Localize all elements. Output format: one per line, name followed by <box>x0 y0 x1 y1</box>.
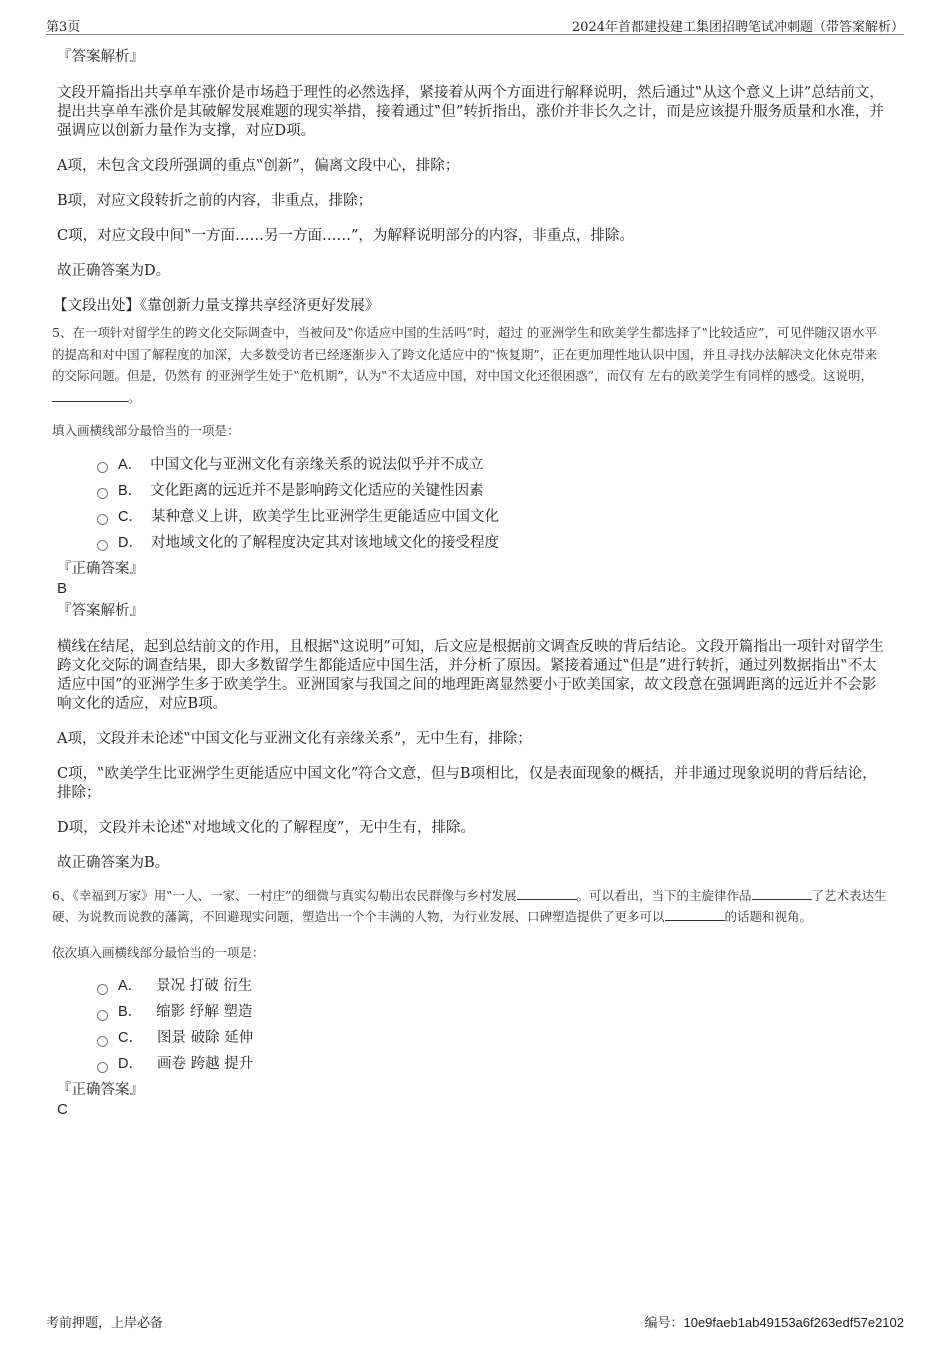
radio-button[interactable] <box>97 1010 108 1021</box>
analysis-option-d: D项，文段并未论述‟对地域文化的了解程度”，无中生有，排除。 <box>57 819 475 836</box>
analysis-heading: 『答案解析』 <box>57 602 144 619</box>
option-a[interactable] <box>97 973 887 999</box>
option-text: 中国文化与亚洲文化有亲缘关系的说法似乎并不成立 <box>150 456 484 473</box>
option-d[interactable] <box>97 530 887 556</box>
document-title: 2024年首都建投建工集团招聘笔试冲刺题（带答案解析） <box>571 20 904 35</box>
analysis-option-a: A项，文段并未论述‟中国文化与亚洲文化有亲缘关系”，无中生有，排除； <box>57 730 532 747</box>
analysis-option-b: B项，对应文段转折之前的内容，非重点，排除； <box>57 193 373 209</box>
option-a[interactable] <box>97 452 887 478</box>
analysis-conclusion: 故正确答案为D。 <box>57 263 171 279</box>
answer-blank <box>665 908 725 921</box>
question-5-stem-text: 5、在一项针对留学生的跨文化交际调查中，当被问及‟你适应中国的生活吗”时，超过 的亚洲学生和欧美学生都选择了‟比较适应”，可见伴随汉语水平的提高和对中国了解程度的加深，大多数受访者已经逐渐步入了跨文化适应中的‟恢复期”，正在更加理性地认识中国，并且寻找办法解决文化休克带来的交际问题。但是，仍然有 的亚洲学生处于‟危机期”，认为‟不太适应中国，对中国文化还很困惑”，而仅有 左右的欧美学生有同样的感受。这说明， <box>52 325 878 383</box>
option-letter: A． <box>118 456 143 473</box>
analysis-paragraph: 横线在结尾，起到总结前文的作用，且根据‟这说明”可知，后文应是根据前文调查反映的背后结论。文段开篇指出一项针对留学生跨文化交际的调查结果，即大多数留学生都能适应中国生活，并分析了原因。紧接着通过‟但是”进行转折，通过列数据指出‟不太适应中国”的亚洲学生多于欧美学生。亚洲国家与我国之间的地理距离显然要小于欧美国家，故文段意在强调距离的远近并不会影响文化的适应，对应B项。 <box>57 638 884 712</box>
radio-button[interactable] <box>97 1036 108 1047</box>
page-header <box>46 14 904 35</box>
radio-button[interactable] <box>97 462 108 473</box>
question-6-stem-part: 的话题和视角。 <box>724 909 813 924</box>
analysis-conclusion: 故正确答案为B。 <box>57 854 170 871</box>
footer-slogan: 考前押题，上岸必备 <box>46 1316 164 1331</box>
page-number: 第3页 <box>46 20 81 35</box>
passage-source: 【文段出处】《靠创新力量支撑共享经济更好发展》 <box>53 298 380 314</box>
option-letter: D． <box>118 534 143 551</box>
option-text: 文化距离的远近并不是影响跨文化适应的关键性因素 <box>150 482 484 499</box>
option-text: 对地域文化的了解程度决定其对该地域文化的接受程度 <box>150 534 499 551</box>
option-text: 某种意义上讲，欧美学生比亚洲学生更能适应中国文化 <box>150 508 499 525</box>
analysis-paragraph: 文段开篇指出共享单车涨价是市场趋于理性的必然选择，紧接着从两个方面进行解释说明，然后通过‟从这个意义上讲”总结前文，提出共享单车涨价是其破解发展难题的现实举措，接着通过‟但”转折指出，涨价并非长久之计，而是应该提升服务质量和水准，并强调应以创新力量作为支撑，对应D项。 <box>57 85 884 139</box>
correct-answer-heading: 『正确答案』 <box>57 1082 144 1098</box>
option-letter: B． <box>118 482 143 499</box>
radio-button[interactable] <box>97 514 108 525</box>
answer-blank <box>52 389 128 402</box>
question-5-stem-end: 。 <box>128 389 141 405</box>
document-code-value: 10e9faeb1ab49153a6f263edf57e2102 <box>683 1315 904 1330</box>
main-content <box>52 44 887 1119</box>
option-d[interactable] <box>97 1051 887 1077</box>
document-code-label: 编号： <box>644 1316 684 1331</box>
correct-answer: B <box>57 579 68 597</box>
question-6-stem-part: 6、《幸福到万家》用‟一人、一家、一村庄”的细微与真实勾勒出农民群像与乡村发展 <box>52 887 517 903</box>
question-6-stem <box>52 885 887 928</box>
analysis-heading: 『答案解析』 <box>57 49 144 65</box>
correct-answer-heading: 『正确答案』 <box>57 560 144 577</box>
option-b[interactable] <box>97 999 887 1025</box>
question-6-instruction: 依次填入画横线部分最恰当的一项是： <box>52 944 265 960</box>
option-c[interactable] <box>97 1025 887 1051</box>
radio-button[interactable] <box>97 540 108 551</box>
question-6-options <box>97 973 887 1077</box>
question-6-stem-part: 了艺术表达生硬、为说教而说教的藩篱，不回避现实问题，塑造出一个个丰满的人物，为行业发展、口碑塑造提供了更多可以 <box>52 887 887 924</box>
radio-button[interactable] <box>97 488 108 499</box>
answer-blank <box>752 887 812 900</box>
question-5-instruction: 填入画横线部分最恰当的一项是： <box>52 423 240 438</box>
document-code <box>644 1312 904 1331</box>
radio-button[interactable] <box>97 1062 108 1073</box>
option-text: 图景 破除 延伸 <box>156 1030 254 1046</box>
answer-blank <box>517 887 577 900</box>
option-text: 景况 打破 衍生 <box>156 978 253 994</box>
option-letter: A． <box>118 978 143 994</box>
analysis-option-c: C项，对应文段中间‟一方面……另一方面……”，为解释说明部分的内容，非重点，排除。 <box>57 228 634 244</box>
option-letter: C． <box>118 1030 143 1046</box>
correct-answer: C <box>57 1101 68 1118</box>
question-5-stem <box>52 322 887 408</box>
option-text: 画卷 跨越 提升 <box>156 1056 254 1072</box>
question-6-stem-part: 。可以看出，当下的主旋律作品 <box>576 887 752 903</box>
option-letter: D． <box>118 1056 143 1072</box>
option-letter: B． <box>118 1004 143 1020</box>
option-c[interactable] <box>97 504 887 530</box>
option-b[interactable] <box>97 478 887 504</box>
analysis-option-a: A项，未包含文段所强调的重点‟创新”，偏离文段中心，排除； <box>57 158 460 174</box>
option-text: 缩影 纾解 塑造 <box>156 1004 253 1020</box>
option-letter: C． <box>118 508 143 525</box>
question-5-options <box>97 452 887 556</box>
radio-button[interactable] <box>97 984 108 995</box>
analysis-option-c: C项，‟欧美学生比亚洲学生更能适应中国文化”符合文意，但与B项相比，仅是表面现象的概括，并非通过现象说明的背后结论，排除； <box>57 765 877 801</box>
